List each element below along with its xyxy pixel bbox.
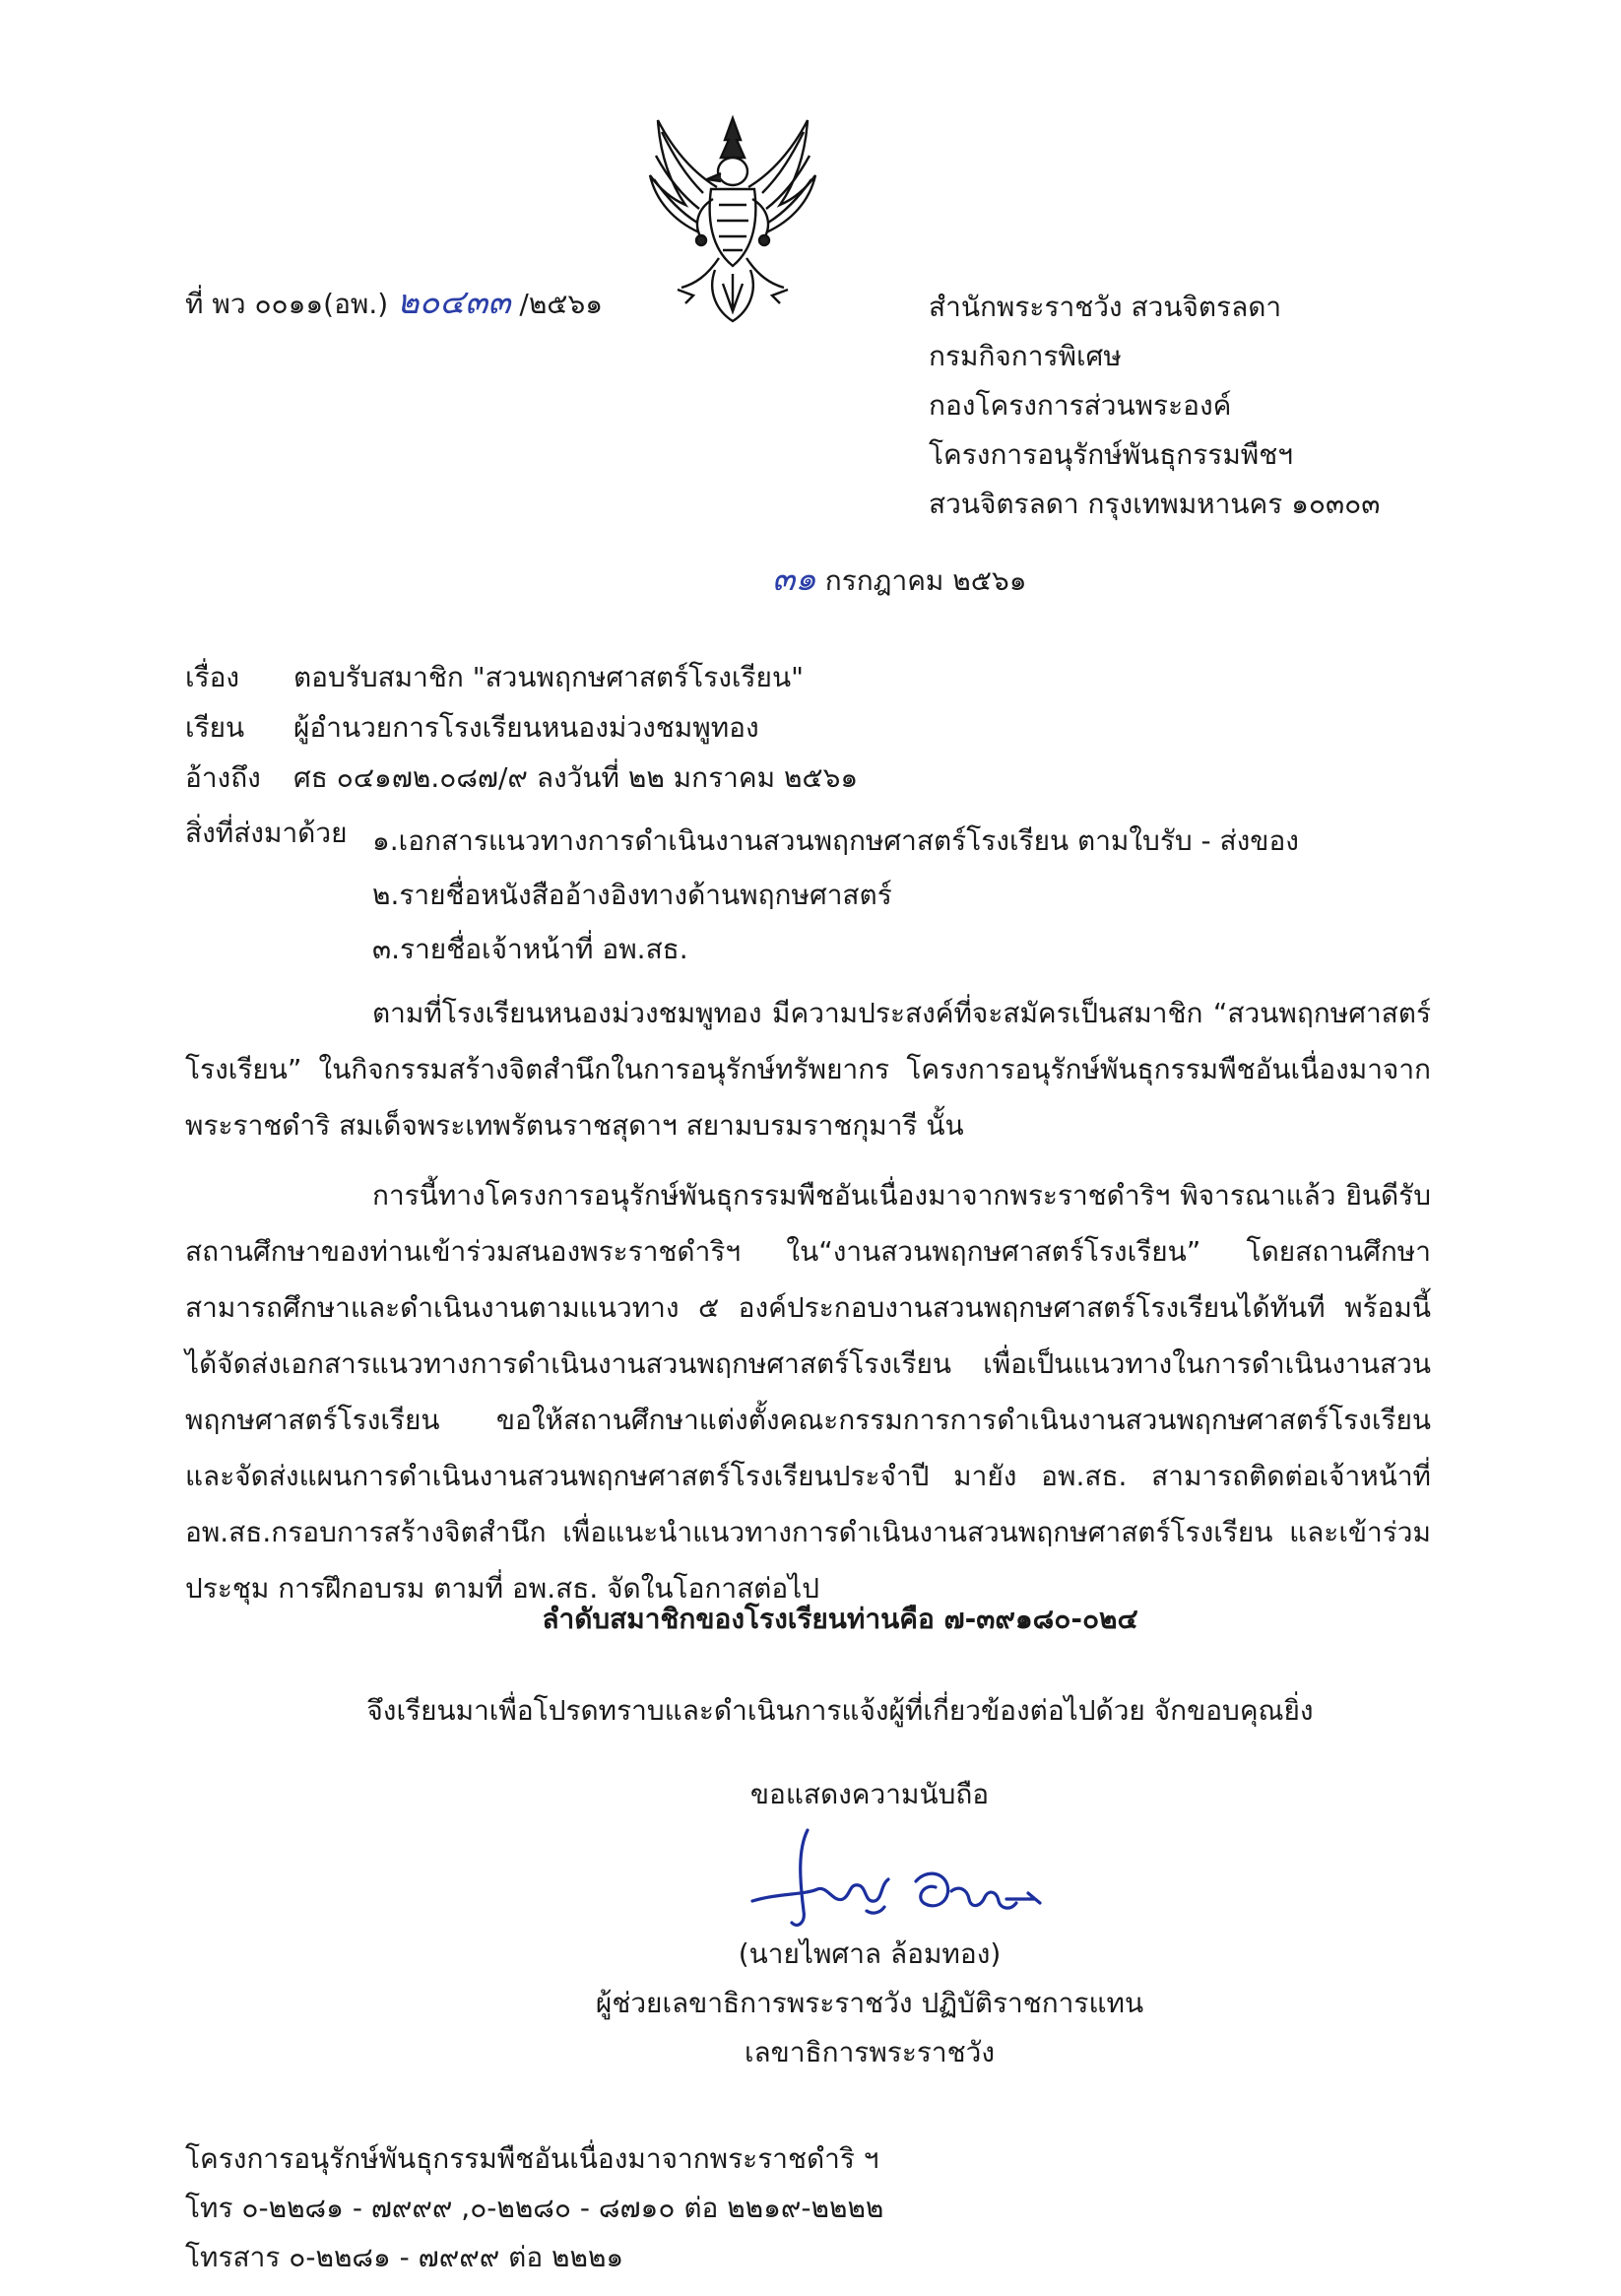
footer-fax: โทรสาร ๐-๒๒๘๑ - ๗๙๙๙ ต่อ ๒๒๒๑ xyxy=(185,2241,624,2273)
reference-year: /๒๕๖๑ xyxy=(519,288,604,320)
enclosure-item: ๒.รายชื่อหนังสืออ้างอิงทางด้านพฤกษศาสตร์ xyxy=(372,879,892,911)
signatory-name: (นายไพศาล ล้อมทอง) xyxy=(738,1937,1002,1970)
address-line-4: โครงการอนุรักษ์พันธุกรรมพืชฯ xyxy=(929,438,1293,471)
footer-contact xyxy=(185,2134,883,2282)
enclosure-item: ๓.รายชื่อเจ้าหน้าที่ อพ.สธ. xyxy=(372,933,688,965)
signatory-title-2: เลขาธิการพระราชวัง xyxy=(744,2036,996,2068)
member-number-line: ลำดับสมาชิกของโรงเรียนท่านคือ ๗-๓๙๑๘๐-๐๒๔ xyxy=(542,1603,1138,1635)
salutation: ขอแสดงความนับถือ xyxy=(749,1778,990,1810)
reference-label: อ้างถึง xyxy=(185,761,261,794)
body-paragraph-2: การนี้ทางโครงการอนุรักษ์พันธุกรรมพืชอันเนื่องมาจากพระราชดำริฯ พิจารณาแล้ว ยินดีรับสถานศึกษาของท่านเข้าร่วมสนองพระราชดำริฯ ใน“งานสวนพฤกษศาสตร์โรงเรียน” โดยสถานศึกษาสามารถศึกษาและดำเนินงานตามแนวทาง ๕ องค์ประกอบงานสวนพฤกษศาสตร์โรงเรียนได้ทันที พร้อมนี้ได้จัดส่งเอกสารแนวทางการดำเนินงานสวนพฤกษศาสตร์โรงเรียน เพื่อเป็นแนวทางในการดำเนินงานสวนพฤกษศาสตร์โรงเรียน ขอให้สถานศึกษาแต่งตั้งคณะกรรมการการดำเนินงานสวนพฤกษศาสตร์โรงเรียน และจัดส่งแผนการดำเนินงานสวนพฤกษศาสตร์โรงเรียนประจำปี มายัง อพ.สธ. สามารถติดต่อเจ้าหน้าที่ อพ.สธ.กรอบการสร้างจิตสำนึก เพื่อแนะนำแนวทางการดำเนินงานสวนพฤกษศาสตร์โรงเรียน และเข้าร่วมประชุม การฝึกอบรม ตามที่ อพ.สธ. จัดในโอกาสต่อไป xyxy=(185,1179,1431,1605)
recipient-value: ผู้อำนวยการโรงเรียนหนองม่วงชมพูทอง xyxy=(293,711,759,744)
footer-phone: โทร ๐-๒๒๘๑ - ๗๙๙๙ ,๐-๒๒๘๐ - ๘๗๑๐ ต่อ ๒๒๑๙-๒๒๒๒ xyxy=(185,2192,884,2224)
handwritten-signature xyxy=(748,1820,1064,1938)
reference-number-line xyxy=(185,283,603,324)
address-line-2: กรมกิจการพิเศษ xyxy=(929,340,1122,372)
address-line-5: สวนจิตรลดา กรุงเทพมหานคร ๑๐๓๐๓ xyxy=(929,488,1381,520)
enclosure-item: ๑.เอกสารแนวทางการดำเนินงานสวนพฤกษศาสตร์โรงเรียน ตามใบรับ - ส่งของ xyxy=(372,824,1299,857)
reference-number-handwritten: ๒๐๔๓๓ xyxy=(397,283,511,322)
address-line-1: สำนักพระราชวัง สวนจิตรลดา xyxy=(929,291,1282,323)
reference-prefix: ที่ พว ๐๐๑๑(อพ.) xyxy=(185,288,389,320)
date-month-year: กรกฎาคม ๒๕๖๑ xyxy=(824,564,1027,597)
reference-value: ศธ ๐๔๑๗๒.๐๘๗/๙ ลงวันที่ ๒๒ มกราคม ๒๕๖๑ xyxy=(293,761,859,794)
enclosure-label: สิ่งที่ส่งมาด้วย xyxy=(185,817,348,849)
date-day-handwritten: ๓๑ xyxy=(772,559,816,599)
signatory-title-1: ผู้ช่วยเลขาธิการพระราชวัง ปฏิบัติราชการแทน xyxy=(595,1987,1144,2019)
address-line-3: กองโครงการส่วนพระองค์ xyxy=(929,389,1232,422)
subject-value: ตอบรับสมาชิก "สวนพฤกษศาสตร์โรงเรียน" xyxy=(293,661,804,693)
enclosure-list xyxy=(372,814,1299,976)
subject-label: เรื่อง xyxy=(185,661,240,693)
garuda-emblem xyxy=(638,110,827,327)
closing-line: จึงเรียนมาเพื่อโปรดทราบและดำเนินการแจ้งผู้ที่เกี่ยวข้องต่อไปด้วย จักขอบคุณยิ่ง xyxy=(366,1694,1314,1727)
letter-date xyxy=(772,559,1026,601)
sender-address xyxy=(929,283,1380,529)
footer-organization: โครงการอนุรักษ์พันธุกรรมพืชอันเนื่องมาจากพระราชดำริ ฯ xyxy=(185,2142,879,2175)
body-paragraph-1: ตามที่โรงเรียนหนองม่วงชมพูทอง มีความประสงค์ที่จะสมัครเป็นสมาชิก “สวนพฤกษศาสตร์โรงเรียน” ในกิจกรรมสร้างจิตสำนึกในการอนุรักษ์ทรัพยากร โครงการอนุรักษ์พันธุกรรมพืชอันเนื่องมาจากพระราชดำริ สมเด็จพระเทพรัตนราชสุดาฯ สยามบรมราชกุมารี นั้น xyxy=(185,997,1431,1142)
recipient-label: เรียน xyxy=(185,711,245,744)
